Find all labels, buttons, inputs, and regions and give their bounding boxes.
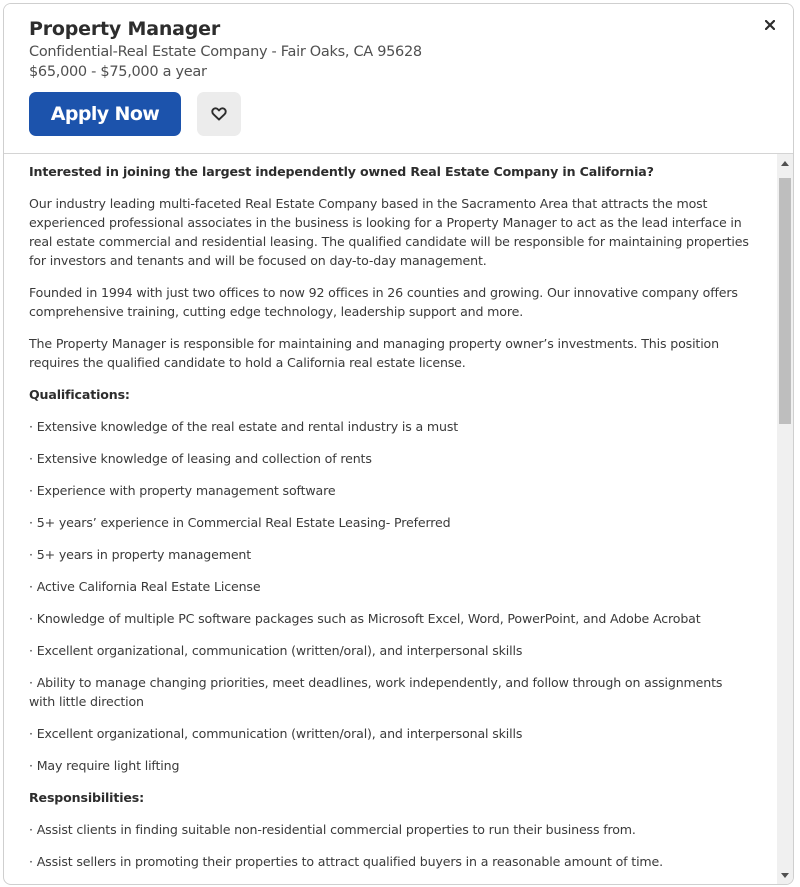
qualification-item: · Excellent organizational, communication (written/oral), and interpersonal skills <box>29 726 523 741</box>
qualification-item: · Extensive knowledge of the real estate and rental industry is a must <box>29 419 459 434</box>
qualifications-heading: Qualifications: <box>29 387 130 402</box>
intro-heading: Interested in joining the largest independently owned Real Estate Company in California? <box>29 164 654 179</box>
qualification-item: · Extensive knowledge of leasing and collection of rents <box>29 451 372 466</box>
save-job-button[interactable] <box>197 92 241 136</box>
apply-now-button[interactable]: Apply Now <box>29 92 181 136</box>
qualification-item: · Ability to manage changing priorities, meet deadlines, work independently, and follow through on assignments with little direction <box>29 675 723 709</box>
scroll-up-button[interactable] <box>777 156 793 170</box>
responsibility-item: · Assist clients in finding suitable non-residential commercial properties to run their business from. <box>29 822 636 837</box>
scroll-down-button[interactable] <box>777 868 793 882</box>
job-description-scroll-area[interactable] <box>4 154 793 884</box>
vertical-scrollbar[interactable] <box>777 154 793 884</box>
qualification-item: · Knowledge of multiple PC software packages such as Microsoft Excel, Word, PowerPoint, and Adobe Acrobat <box>29 611 701 626</box>
responsibility-item: · Assist sellers in promoting their properties to attract qualified buyers in a reasonable amount of time. <box>29 854 663 869</box>
heart-outline-icon <box>211 107 227 121</box>
qualification-item: · Excellent organizational, communication (written/oral), and interpersonal skills <box>29 643 523 658</box>
qualification-item: · Active California Real Estate License <box>29 579 261 594</box>
triangle-down-icon <box>781 873 789 878</box>
qualification-item: · May require light lifting <box>29 758 180 773</box>
description-paragraph: Founded in 1994 with just two offices to now 92 offices in 26 counties and growing. Our innovative company offers comprehensive training, cutting edge technology, leadership support and more. <box>29 285 738 319</box>
qualification-item: · 5+ years in property management <box>29 547 252 562</box>
salary: $65,000 - $75,000 a year <box>29 64 207 80</box>
qualification-item: · 5+ years’ experience in Commercial Real Estate Leasing- Preferred <box>29 515 451 530</box>
job-detail-panel <box>3 3 794 885</box>
qualification-item: · Experience with property management software <box>29 483 336 498</box>
description-paragraph: Our industry leading multi-faceted Real Estate Company based in the Sacramento Area that attracts the most experienced professional associates in the business is looking for a Property Manager to act as the lead interface in real estate commercial and residential leasing. The qualified candidate will be responsible for maintaining properties for investors and tenants and will be focused on day-to-day management. <box>29 196 749 268</box>
description-paragraph: The Property Manager is responsible for maintaining and managing property owner’s investments. This position requires the qualified candidate to hold a California real estate license. <box>29 336 719 370</box>
close-icon <box>765 20 775 30</box>
close-button[interactable] <box>761 16 779 34</box>
scrollbar-thumb[interactable] <box>779 178 791 424</box>
triangle-up-icon <box>781 161 789 166</box>
company-location: Confidential-Real Estate Company - Fair Oaks, CA 95628 <box>29 44 422 60</box>
job-header <box>4 4 793 154</box>
job-description <box>29 162 751 884</box>
responsibilities-heading: Responsibilities: <box>29 790 145 805</box>
job-title: Property Manager <box>29 18 221 40</box>
